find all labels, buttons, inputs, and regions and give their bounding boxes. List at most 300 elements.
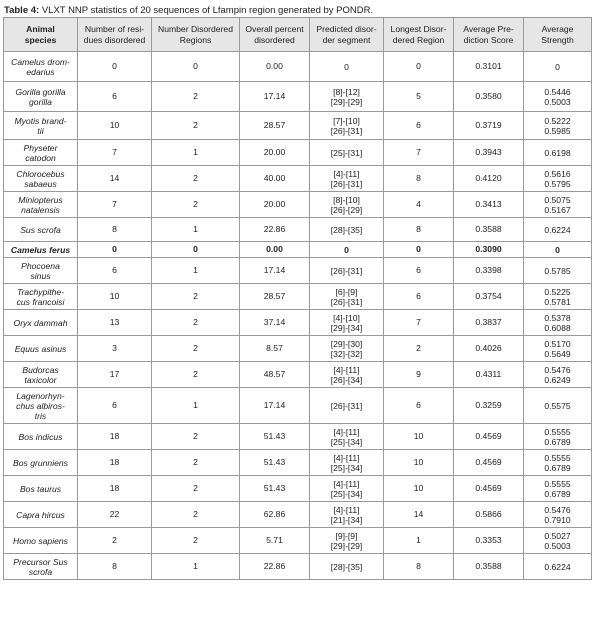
- segment-cell: [310, 450, 384, 476]
- table-row: [4, 450, 592, 476]
- longest-cell: 6: [384, 258, 454, 284]
- longest-cell: 14: [384, 502, 454, 528]
- species-line: Phocoena: [21, 260, 60, 271]
- segment-line: [6]-[9]: [335, 286, 358, 297]
- segment-line: 0: [344, 61, 349, 72]
- score-cell: 0.3837: [454, 310, 524, 336]
- segment-line: [8]-[10]: [333, 194, 360, 205]
- score-cell: 0.3754: [454, 284, 524, 310]
- longest-cell: 7: [384, 310, 454, 336]
- residues-cell: 22: [78, 502, 152, 528]
- segment-cell: [310, 258, 384, 284]
- strength-line: 0.5781: [544, 296, 571, 307]
- strength-cell: [524, 310, 592, 336]
- table-caption: [0, 0, 594, 17]
- strength-line: 0.5378: [544, 312, 571, 323]
- table-row: [4, 362, 592, 388]
- segment-line: [29]-[30]: [330, 338, 363, 349]
- residues-cell: 6: [78, 388, 152, 424]
- header-line: diction Score: [463, 34, 514, 45]
- species-line: Oryx dammah: [13, 317, 68, 328]
- table-row: [4, 258, 592, 284]
- species-cell: [4, 336, 78, 362]
- strength-line: 0.5075: [544, 194, 571, 205]
- header-longest-region: [384, 18, 454, 52]
- strength-line: 0.5476: [544, 504, 571, 515]
- segment-line: [29]-[29]: [330, 540, 363, 551]
- percent-cell: 17.14: [240, 82, 310, 112]
- header-line: Animal: [26, 23, 55, 34]
- strength-cell: [524, 140, 592, 166]
- segment-line: 0: [344, 244, 349, 255]
- segment-line: [4]-[11]: [333, 478, 360, 489]
- score-cell: 0.3090: [454, 242, 524, 258]
- species-line: Capra hircus: [16, 509, 65, 520]
- header-disordered-regions: [152, 18, 240, 52]
- segment-cell: [310, 242, 384, 258]
- species-line: tris: [34, 410, 47, 421]
- species-line: gorilla: [29, 96, 52, 107]
- segment-line: [29]-[34]: [330, 322, 363, 333]
- score-cell: 0.4026: [454, 336, 524, 362]
- species-cell: [4, 362, 78, 388]
- percent-cell: 51.43: [240, 450, 310, 476]
- score-cell: 0.4569: [454, 450, 524, 476]
- score-cell: 0.3580: [454, 82, 524, 112]
- species-cell: [4, 192, 78, 218]
- longest-cell: 6: [384, 284, 454, 310]
- species-line: scrofa: [28, 566, 53, 577]
- segment-line: [9]-[9]: [335, 530, 358, 541]
- species-line: Physeter: [23, 142, 58, 153]
- table-row: [4, 284, 592, 310]
- score-cell: 0.3259: [454, 388, 524, 424]
- score-cell: 0.3413: [454, 192, 524, 218]
- species-line: Precursor Sus: [13, 556, 68, 567]
- species-line: taxicolor: [24, 374, 57, 385]
- species-cell: [4, 218, 78, 242]
- residues-cell: 10: [78, 112, 152, 140]
- strength-line: 0.5170: [544, 338, 571, 349]
- table-row: [4, 310, 592, 336]
- species-line: Camelus ferus: [10, 244, 71, 255]
- header-residues-disordered: [78, 18, 152, 52]
- species-cell: [4, 258, 78, 284]
- regions-cell: 1: [152, 258, 240, 284]
- table-row: [4, 424, 592, 450]
- segment-line: [25]-[34]: [330, 488, 363, 499]
- header-line: dered Region: [392, 34, 445, 45]
- header-average-strength: [524, 18, 592, 52]
- percent-cell: 28.57: [240, 112, 310, 140]
- strength-line: 0.5616: [544, 168, 571, 179]
- segment-line: [25]-[34]: [330, 436, 363, 447]
- regions-cell: 1: [152, 140, 240, 166]
- segment-cell: [310, 528, 384, 554]
- strength-cell: [524, 258, 592, 284]
- species-cell: [4, 112, 78, 140]
- residues-cell: 14: [78, 166, 152, 192]
- segment-line: [26]-[31]: [330, 265, 363, 276]
- species-cell: [4, 52, 78, 82]
- regions-cell: 0: [152, 52, 240, 82]
- strength-cell: [524, 476, 592, 502]
- longest-cell: 1: [384, 528, 454, 554]
- table-row: [4, 140, 592, 166]
- longest-cell: 2: [384, 336, 454, 362]
- longest-cell: 10: [384, 476, 454, 502]
- header-line: disordered: [254, 34, 295, 45]
- strength-cell: [524, 362, 592, 388]
- residues-cell: 7: [78, 192, 152, 218]
- segment-line: [26]-[29]: [330, 204, 363, 215]
- species-cell: [4, 424, 78, 450]
- header-line: dues disordered: [83, 34, 146, 45]
- percent-cell: 0.00: [240, 242, 310, 258]
- strength-cell: [524, 192, 592, 218]
- species-line: Lagenorhyn-: [16, 390, 65, 401]
- table-row: [4, 82, 592, 112]
- species-line: natalensis: [21, 204, 60, 215]
- strength-cell: [524, 82, 592, 112]
- percent-cell: 48.57: [240, 362, 310, 388]
- strength-line: 0.5225: [544, 286, 571, 297]
- strength-line: 0.5167: [544, 204, 571, 215]
- strength-line: 0.6198: [544, 147, 571, 158]
- percent-cell: 17.14: [240, 258, 310, 284]
- regions-cell: 1: [152, 554, 240, 580]
- strength-cell: [524, 424, 592, 450]
- regions-cell: 2: [152, 476, 240, 502]
- strength-line: 0.6249: [544, 374, 571, 385]
- score-cell: 0.3353: [454, 528, 524, 554]
- segment-line: [26]-[31]: [330, 296, 363, 307]
- species-line: Bos indicus: [18, 431, 63, 442]
- segment-cell: [310, 388, 384, 424]
- species-line: Bos grunniens: [13, 457, 68, 468]
- strength-line: 0.5785: [544, 265, 571, 276]
- header-line: Longest Disor-: [390, 23, 447, 34]
- strength-cell: [524, 284, 592, 310]
- segment-cell: [310, 112, 384, 140]
- segment-line: [7]-[10]: [333, 115, 360, 126]
- regions-cell: 2: [152, 502, 240, 528]
- species-cell: [4, 528, 78, 554]
- percent-cell: 20.00: [240, 140, 310, 166]
- regions-cell: 2: [152, 166, 240, 192]
- strength-line: 0: [555, 61, 560, 72]
- segment-line: [25]-[34]: [330, 462, 363, 473]
- regions-cell: 1: [152, 388, 240, 424]
- header-line: Regions: [179, 34, 212, 45]
- header-animal-species: [4, 18, 78, 52]
- score-cell: 0.5866: [454, 502, 524, 528]
- segment-cell: [310, 554, 384, 580]
- species-line: cus francoisi: [16, 296, 65, 307]
- longest-cell: 10: [384, 450, 454, 476]
- strength-line: 0.6789: [544, 462, 571, 473]
- segment-cell: [310, 82, 384, 112]
- strength-cell: [524, 112, 592, 140]
- species-cell: [4, 502, 78, 528]
- percent-cell: 62.86: [240, 502, 310, 528]
- strength-line: 0.5222: [544, 115, 571, 126]
- segment-line: [28]-[35]: [330, 561, 363, 572]
- strength-line: 0.5985: [544, 125, 571, 136]
- header-line: Predicted disor-: [316, 23, 377, 34]
- regions-cell: 2: [152, 310, 240, 336]
- species-cell: [4, 476, 78, 502]
- header-line: Strength: [541, 34, 574, 45]
- species-cell: [4, 450, 78, 476]
- species-line: Bos taurus: [19, 483, 62, 494]
- longest-cell: 6: [384, 388, 454, 424]
- segment-line: [29]-[29]: [330, 96, 363, 107]
- segment-cell: [310, 424, 384, 450]
- regions-cell: 2: [152, 450, 240, 476]
- residues-cell: 6: [78, 258, 152, 284]
- strength-line: 0.6789: [544, 488, 571, 499]
- strength-line: 0.5555: [544, 452, 571, 463]
- species-cell: [4, 310, 78, 336]
- percent-cell: 22.86: [240, 218, 310, 242]
- strength-line: 0.6224: [544, 224, 571, 235]
- header-predicted-segment: [310, 18, 384, 52]
- segment-cell: [310, 284, 384, 310]
- species-line: Homo sapiens: [13, 535, 68, 546]
- longest-cell: 4: [384, 192, 454, 218]
- segment-line: [26]-[31]: [330, 125, 363, 136]
- species-line: Equus asinus: [14, 343, 67, 354]
- species-line: Budorcas: [22, 364, 59, 375]
- header-line: Average Pre-: [463, 23, 514, 34]
- species-line: Gorilla gorilla: [15, 86, 66, 97]
- regions-cell: 2: [152, 112, 240, 140]
- segment-line: [26]-[31]: [330, 178, 363, 189]
- segment-line: [26]-[34]: [330, 374, 363, 385]
- regions-cell: 2: [152, 424, 240, 450]
- strength-line: 0.5003: [544, 540, 571, 551]
- species-line: Sus scrofa: [20, 224, 61, 235]
- species-cell: [4, 82, 78, 112]
- strength-line: 0.5027: [544, 530, 571, 541]
- species-line: chus albiros-: [16, 400, 65, 411]
- residues-cell: 18: [78, 450, 152, 476]
- table-row: [4, 388, 592, 424]
- residues-cell: 13: [78, 310, 152, 336]
- longest-cell: 0: [384, 242, 454, 258]
- strength-cell: [524, 450, 592, 476]
- table-body: [4, 52, 592, 580]
- table-row: [4, 192, 592, 218]
- percent-cell: 40.00: [240, 166, 310, 192]
- regions-cell: 0: [152, 242, 240, 258]
- residues-cell: 3: [78, 336, 152, 362]
- score-cell: 0.4569: [454, 424, 524, 450]
- segment-line: [4]-[11]: [333, 504, 360, 515]
- segment-line: [4]-[11]: [333, 364, 360, 375]
- strength-line: 0.5575: [544, 400, 571, 411]
- segment-line: [28]-[35]: [330, 224, 363, 235]
- segment-line: [8]-[12]: [333, 86, 360, 97]
- table-row: [4, 166, 592, 192]
- percent-cell: 37.14: [240, 310, 310, 336]
- strength-line: 0.7910: [544, 514, 571, 525]
- header-average-score: [454, 18, 524, 52]
- strength-line: 0.5446: [544, 86, 571, 97]
- header-line: Number Disordered: [158, 23, 233, 34]
- species-cell: [4, 388, 78, 424]
- table-row: [4, 528, 592, 554]
- strength-cell: [524, 52, 592, 82]
- longest-cell: 10: [384, 424, 454, 450]
- segment-cell: [310, 336, 384, 362]
- species-line: edarius: [26, 66, 55, 77]
- residues-cell: 0: [78, 52, 152, 82]
- table-row: [4, 554, 592, 580]
- segment-line: [26]-[31]: [330, 400, 363, 411]
- regions-cell: 2: [152, 336, 240, 362]
- segment-cell: [310, 140, 384, 166]
- species-line: Chlorocebus: [16, 168, 65, 179]
- residues-cell: 18: [78, 424, 152, 450]
- segment-cell: [310, 166, 384, 192]
- species-line: tii: [37, 125, 44, 136]
- strength-line: 0.5555: [544, 478, 571, 489]
- strength-line: 0.5476: [544, 364, 571, 375]
- regions-cell: 2: [152, 362, 240, 388]
- header-line: Average: [541, 23, 574, 34]
- percent-cell: 22.86: [240, 554, 310, 580]
- table-row: [4, 52, 592, 82]
- species-line: Camelus drom-: [11, 56, 70, 67]
- strength-line: 0: [555, 244, 560, 255]
- longest-cell: 7: [384, 140, 454, 166]
- strength-line: 0.5003: [544, 96, 571, 107]
- caption-label: Table 4:: [4, 5, 40, 16]
- percent-cell: 8.57: [240, 336, 310, 362]
- score-cell: 0.3398: [454, 258, 524, 284]
- header-line: species: [24, 34, 57, 45]
- segment-cell: [310, 52, 384, 82]
- percent-cell: 17.14: [240, 388, 310, 424]
- strength-cell: [524, 218, 592, 242]
- regions-cell: 2: [152, 192, 240, 218]
- strength-line: 0.6789: [544, 436, 571, 447]
- segment-cell: [310, 310, 384, 336]
- strength-cell: [524, 554, 592, 580]
- segment-cell: [310, 362, 384, 388]
- percent-cell: 51.43: [240, 424, 310, 450]
- species-cell: [4, 284, 78, 310]
- header-row: [4, 18, 592, 52]
- longest-cell: 5: [384, 82, 454, 112]
- header-line: Overall percent: [245, 23, 304, 34]
- strength-cell: [524, 388, 592, 424]
- species-cell: [4, 140, 78, 166]
- segment-cell: [310, 476, 384, 502]
- table-row: [4, 476, 592, 502]
- residues-cell: 17: [78, 362, 152, 388]
- strength-line: 0.6088: [544, 322, 571, 333]
- strength-cell: [524, 336, 592, 362]
- strength-line: 0.5649: [544, 348, 571, 359]
- table-row: [4, 218, 592, 242]
- disorder-statistics-table: [3, 17, 592, 580]
- header-line: der segment: [322, 34, 371, 45]
- longest-cell: 6: [384, 112, 454, 140]
- residues-cell: 8: [78, 218, 152, 242]
- species-line: Myotis brand-: [14, 115, 67, 126]
- species-line: Miniopterus: [18, 194, 63, 205]
- segment-cell: [310, 192, 384, 218]
- residues-cell: 7: [78, 140, 152, 166]
- longest-cell: 9: [384, 362, 454, 388]
- score-cell: 0.4120: [454, 166, 524, 192]
- score-cell: 0.3943: [454, 140, 524, 166]
- regions-cell: 2: [152, 284, 240, 310]
- segment-line: [25]-[31]: [330, 147, 363, 158]
- score-cell: 0.4311: [454, 362, 524, 388]
- segment-line: [4]-[11]: [333, 452, 360, 463]
- species-line: Trachypithe-: [16, 286, 65, 297]
- residues-cell: 0: [78, 242, 152, 258]
- regions-cell: 2: [152, 82, 240, 112]
- score-cell: 0.4569: [454, 476, 524, 502]
- species-line: sabaeus: [24, 178, 57, 189]
- longest-cell: 0: [384, 52, 454, 82]
- species-line: sinus: [30, 270, 51, 281]
- header-line: Number of resi-: [84, 23, 145, 34]
- strength-cell: [524, 166, 592, 192]
- residues-cell: 6: [78, 82, 152, 112]
- percent-cell: 51.43: [240, 476, 310, 502]
- longest-cell: 8: [384, 554, 454, 580]
- table-row: [4, 112, 592, 140]
- segment-cell: [310, 218, 384, 242]
- table-row: [4, 242, 592, 258]
- score-cell: 0.3588: [454, 218, 524, 242]
- percent-cell: 20.00: [240, 192, 310, 218]
- longest-cell: 8: [384, 218, 454, 242]
- residues-cell: 8: [78, 554, 152, 580]
- regions-cell: 2: [152, 528, 240, 554]
- table-row: [4, 336, 592, 362]
- species-cell: [4, 554, 78, 580]
- segment-line: [4]-[11]: [333, 426, 360, 437]
- longest-cell: 8: [384, 166, 454, 192]
- residues-cell: 18: [78, 476, 152, 502]
- table-row: [4, 502, 592, 528]
- species-line: catodon: [25, 152, 56, 163]
- strength-cell: [524, 242, 592, 258]
- score-cell: 0.3588: [454, 554, 524, 580]
- strength-line: 0.5795: [544, 178, 571, 189]
- species-cell: [4, 166, 78, 192]
- strength-cell: [524, 528, 592, 554]
- species-cell: [4, 242, 78, 258]
- residues-cell: 2: [78, 528, 152, 554]
- segment-cell: [310, 502, 384, 528]
- segment-line: [4]-[10]: [333, 312, 360, 323]
- header-overall-percent: [240, 18, 310, 52]
- percent-cell: 5.71: [240, 528, 310, 554]
- residues-cell: 10: [78, 284, 152, 310]
- strength-cell: [524, 502, 592, 528]
- percent-cell: 0.00: [240, 52, 310, 82]
- score-cell: 0.3719: [454, 112, 524, 140]
- caption-text: VLXT NNP statistics of 20 sequences of Lfampin region generated by PONDR.: [39, 5, 374, 16]
